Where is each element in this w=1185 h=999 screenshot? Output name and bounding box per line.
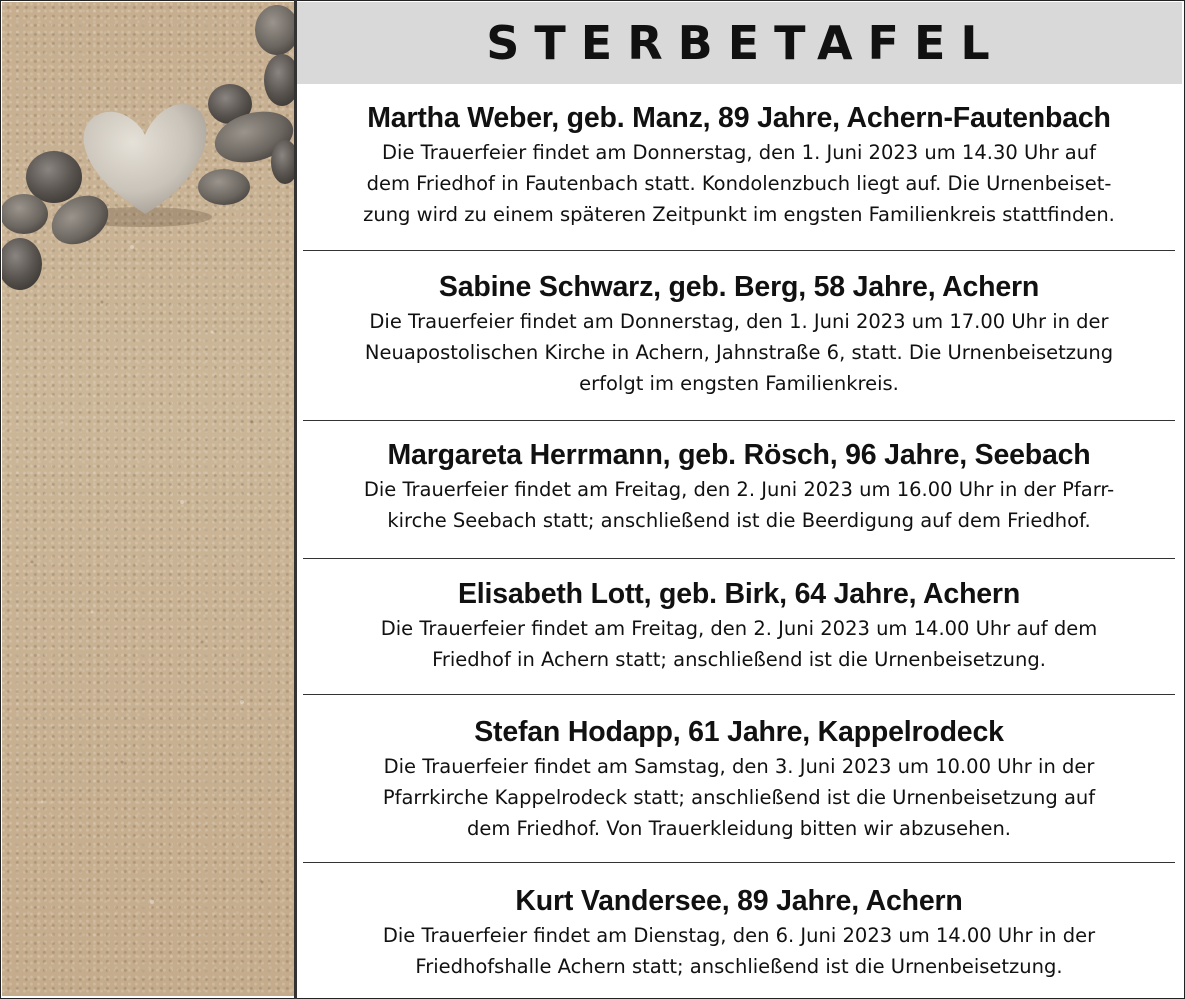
obituary-entry bbox=[303, 438, 1175, 536]
entry-line: dem Friedhof in Fautenbach statt. Kondolenzbuch liegt auf. Die Urnenbeiset- bbox=[366, 172, 1112, 195]
entry-line: Die Trauerfeier findet am Freitag, den 2. Juni 2023 um 14.00 Uhr auf dem bbox=[380, 617, 1098, 640]
stones-heart-illustration bbox=[2, 2, 294, 996]
entry-separator bbox=[303, 250, 1175, 251]
entry-separator bbox=[303, 694, 1175, 695]
page-title: STERBETAFEL bbox=[486, 16, 1005, 70]
entry-line: dem Friedhof. Von Trauerkleidung bitten wir abzusehen. bbox=[466, 817, 1012, 840]
entry-text bbox=[303, 613, 1175, 675]
obituary-entry bbox=[303, 577, 1175, 675]
obituary-entry bbox=[303, 270, 1175, 399]
entry-text bbox=[303, 306, 1175, 399]
sand-stones-photo bbox=[2, 2, 294, 996]
entry-separator bbox=[303, 420, 1175, 421]
entry-line: zung wird zu einem späteren Zeitpunkt im engsten Familienkreis stattfinden. bbox=[363, 203, 1115, 226]
entry-line: Die Trauerfeier findet am Samstag, den 3. Juni 2023 um 10.00 Uhr in der bbox=[383, 755, 1095, 778]
entry-line: Friedhof in Achern statt; anschließend ist die Urnenbeisetzung. bbox=[432, 648, 1046, 671]
obituary-entry bbox=[303, 884, 1175, 982]
entry-heading: Elisabeth Lott, geb. Birk, 64 Jahre, Achern bbox=[457, 578, 1021, 610]
entry-heading: Margareta Herrmann, geb. Rösch, 96 Jahre, Seebach bbox=[387, 439, 1091, 471]
entry-heading: Kurt Vandersee, 89 Jahre, Achern bbox=[515, 885, 963, 917]
obituary-entry bbox=[303, 101, 1175, 230]
entry-line: Die Trauerfeier findet am Donnerstag, den 1. Juni 2023 um 14.30 Uhr auf bbox=[382, 141, 1096, 164]
entry-line: Die Trauerfeier findet am Freitag, den 2. Juni 2023 um 16.00 Uhr in der Pfarr- bbox=[363, 478, 1115, 501]
entry-heading: Stefan Hodapp, 61 Jahre, Kappelrodeck bbox=[474, 716, 1004, 748]
entry-text bbox=[303, 920, 1175, 982]
entry-separator bbox=[303, 558, 1175, 559]
entry-separator bbox=[303, 862, 1175, 863]
obituary-panel bbox=[297, 2, 1182, 996]
entry-line: Pfarrkirche Kappelrodeck statt; anschließend ist die Urnenbeisetzung auf bbox=[382, 786, 1096, 809]
entry-line: Die Trauerfeier findet am Donnerstag, den 1. Juni 2023 um 17.00 Uhr in der bbox=[369, 310, 1109, 333]
entry-line: kirche Seebach statt; anschließend ist die Beerdigung auf dem Friedhof. bbox=[387, 509, 1091, 532]
entry-line: Die Trauerfeier findet am Dienstag, den 6. Juni 2023 um 14.00 Uhr in der bbox=[382, 924, 1096, 947]
obituary-entry bbox=[303, 715, 1175, 844]
entry-text bbox=[303, 137, 1175, 230]
entry-line: Friedhofshalle Achern statt; anschließend ist die Urnenbeisetzung. bbox=[415, 955, 1063, 978]
title-bar bbox=[297, 2, 1182, 84]
entry-line: Neuapostolischen Kirche in Achern, Jahnstraße 6, statt. Die Urnenbeisetzung bbox=[364, 341, 1114, 364]
entry-heading: Martha Weber, geb. Manz, 89 Jahre, Achern-Fautenbach bbox=[367, 102, 1111, 134]
entry-text bbox=[303, 474, 1175, 536]
entry-text bbox=[303, 751, 1175, 844]
entry-heading: Sabine Schwarz, geb. Berg, 58 Jahre, Achern bbox=[438, 271, 1040, 303]
entry-line: erfolgt im engsten Familienkreis. bbox=[579, 372, 899, 395]
